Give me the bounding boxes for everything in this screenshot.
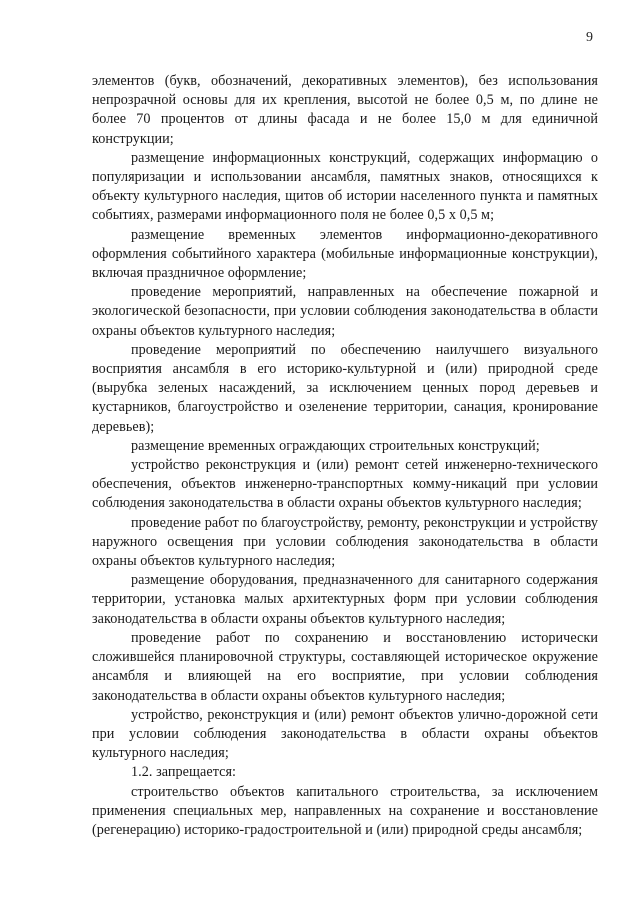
paragraph-6: размещение временных ограждающих строительных конструкций; [131,437,540,454]
paragraph-9: размещение оборудования, предназначенного для санитарного содержания территории, установка малых архитектурных форм при условии соблюдения законодательства в области охраны объектов культурного наследия; [92,572,598,627]
paragraph-1: элементов (букв, обозначений, декоративных элементов), без использования непрозрачной основы для их крепления, высотой не более 0,5 м, по длине не более 70 процентов от длины фасада и не более 15,0 м для единичной конструкции; [92,73,598,147]
paragraph-13: строительство объектов капитального строительства, за исключением применения специальных мер, направленных на сохранение и восстановление (регенерацию) историко-градостроительной и (или) природной среды ансамбля; [92,783,598,838]
paragraph-7: устройство реконструкция и (или) ремонт сетей инженерно-технического обеспечения, объектов инженерно-транспортных комму-никаций при условии соблюдения законодательства в области охраны объектов культурного наследия; [92,457,598,512]
paragraph-10: проведение работ по сохранению и восстановлению исторически сложившейся планировочной структуры, составляющей историческое окружение ансамбля и влияющей на его восприятие, при условии соблюдения законодательства в области охраны объектов культурного наследия; [92,629,598,704]
paragraph-5: проведение мероприятий по обеспечению наилучшего визуального восприятия ансамбля в его историко-культурной и (или) природной среде (вырубка зеленых насаждений, за исключением ценных пород деревьев и кустарников, благоустройство и озеленение территории, санация, кронирование деревьев); [92,341,598,435]
document-body [92,72,598,840]
paragraph-3: размещение временных элементов информационно-декоративного оформления событийного характера (мобильные информационные конструкции), включая праздничное оформление; [92,226,598,282]
section-heading: 1.2. запрещается: [131,764,237,781]
paragraph-11: устройство, реконструкция и (или) ремонт объектов улично-дорожной сети при условии соблюдения законодательства в области охраны объектов культурного наследия; [92,706,598,762]
page-number: 9 [586,30,593,45]
paragraph-2: размещение информационных конструкций, содержащих информацию о популяризации и использовании ансамбля, памятных знаков, относящихся к объекту культурного наследия, щитов об истории населенного пункта и памятных событиях, размерами информационного поля не более 0,5 х 0,5 м; [92,149,598,224]
paragraph-8: проведение работ по благоустройству, ремонту, реконструкции и устройству наружного освещения при условии соблюдения законодательства в области охраны объектов культурного наследия; [92,514,598,570]
paragraph-4: проведение мероприятий, направленных на обеспечение пожарной и экологической безопасности, при условии соблюдения законодательства в области охраны объектов культурного наследия; [92,284,598,339]
